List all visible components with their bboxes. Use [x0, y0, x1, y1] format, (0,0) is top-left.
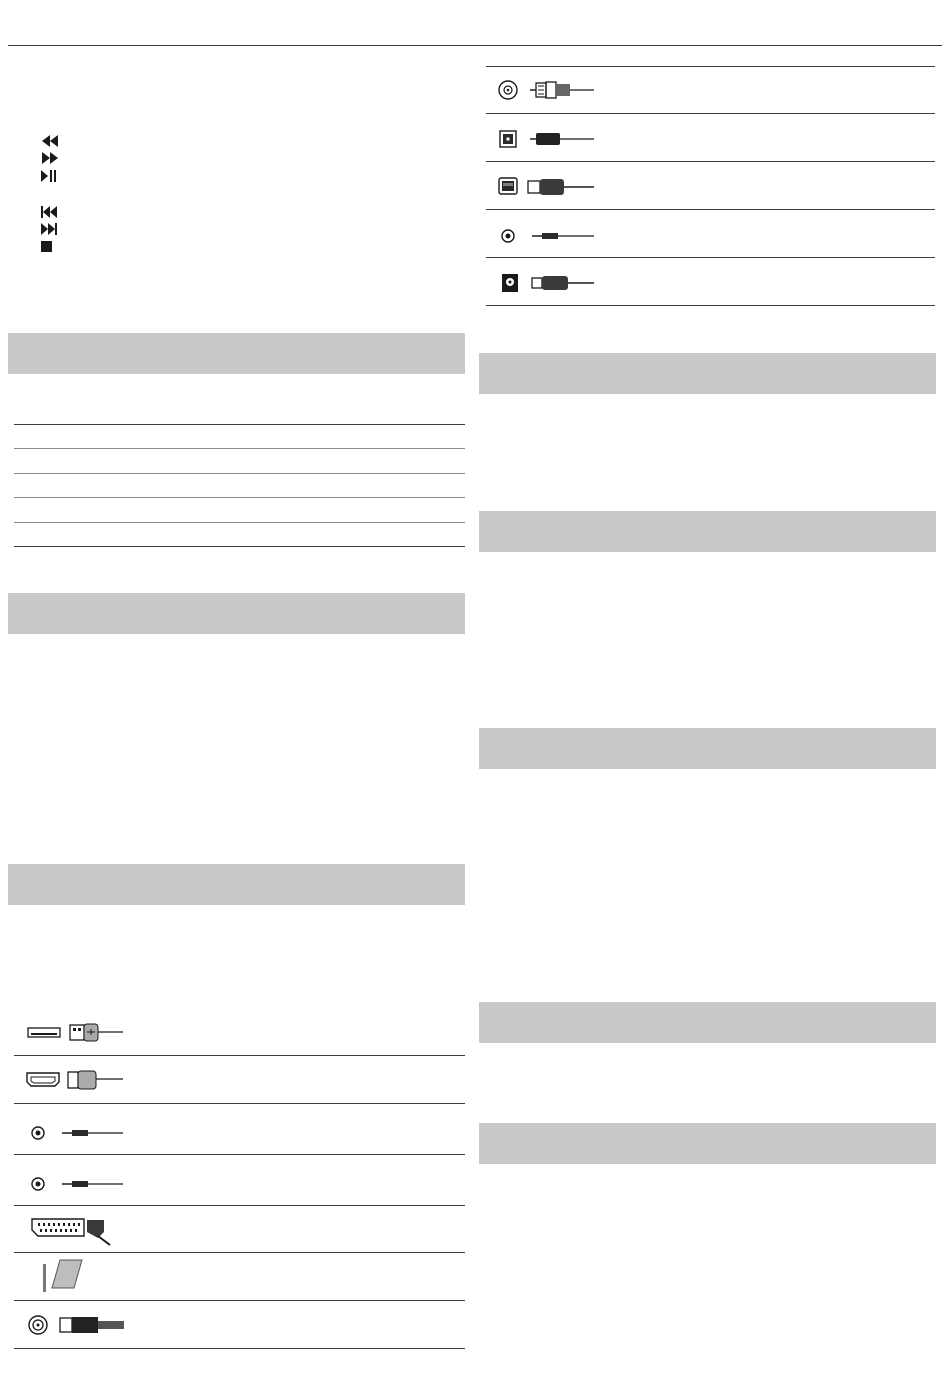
- section-header-band: [479, 353, 936, 394]
- table-rule: [14, 1154, 465, 1155]
- stop-icon: [40, 240, 60, 254]
- rewind-icon: [40, 134, 60, 148]
- section-header-band: [479, 1123, 936, 1164]
- ci-card-slot-icon: [40, 1256, 90, 1296]
- ethernet-port-icon: [496, 174, 606, 200]
- table-rule: [486, 305, 935, 306]
- satellite-f-connector-icon: [496, 77, 606, 103]
- section-header-band: [8, 593, 465, 634]
- optical-audio-icon: [496, 126, 606, 152]
- table-rule: [14, 448, 465, 449]
- section-header-band: [479, 728, 936, 769]
- table-rule: [14, 497, 465, 498]
- table-rule: [14, 1252, 465, 1253]
- section-header-band: [8, 864, 465, 905]
- section-header-band: [8, 333, 465, 374]
- table-rule: [486, 113, 935, 114]
- usb-port-icon: [26, 1018, 136, 1048]
- page-top-rule: [8, 45, 942, 46]
- table-rule: [14, 1348, 465, 1349]
- skip-previous-icon: [40, 205, 60, 219]
- fast-forward-icon: [40, 151, 60, 165]
- hdmi-port-icon: [24, 1066, 134, 1096]
- section-header-band: [479, 511, 936, 552]
- table-rule: [486, 161, 935, 162]
- table-rule: [14, 1205, 465, 1206]
- headphone-jack-icon: [496, 224, 606, 248]
- table-rule: [486, 209, 935, 210]
- table-rule: [14, 1103, 465, 1104]
- table-rule: [14, 546, 465, 547]
- audio-jack-icon: [28, 1121, 128, 1145]
- table-rule: [14, 1300, 465, 1301]
- table-rule: [486, 66, 935, 67]
- table-rule: [14, 424, 465, 425]
- antenna-coax-icon: [26, 1311, 136, 1339]
- scart-port-icon: [30, 1214, 120, 1248]
- table-rule: [14, 1055, 465, 1056]
- table-rule: [486, 257, 935, 258]
- section-header-band: [479, 1002, 936, 1043]
- skip-next-icon: [40, 222, 60, 236]
- dc-power-icon: [496, 270, 606, 296]
- table-rule: [14, 522, 465, 523]
- play-pause-icon: [40, 169, 60, 183]
- table-rule: [14, 473, 465, 474]
- audio-jack-icon: [28, 1172, 128, 1196]
